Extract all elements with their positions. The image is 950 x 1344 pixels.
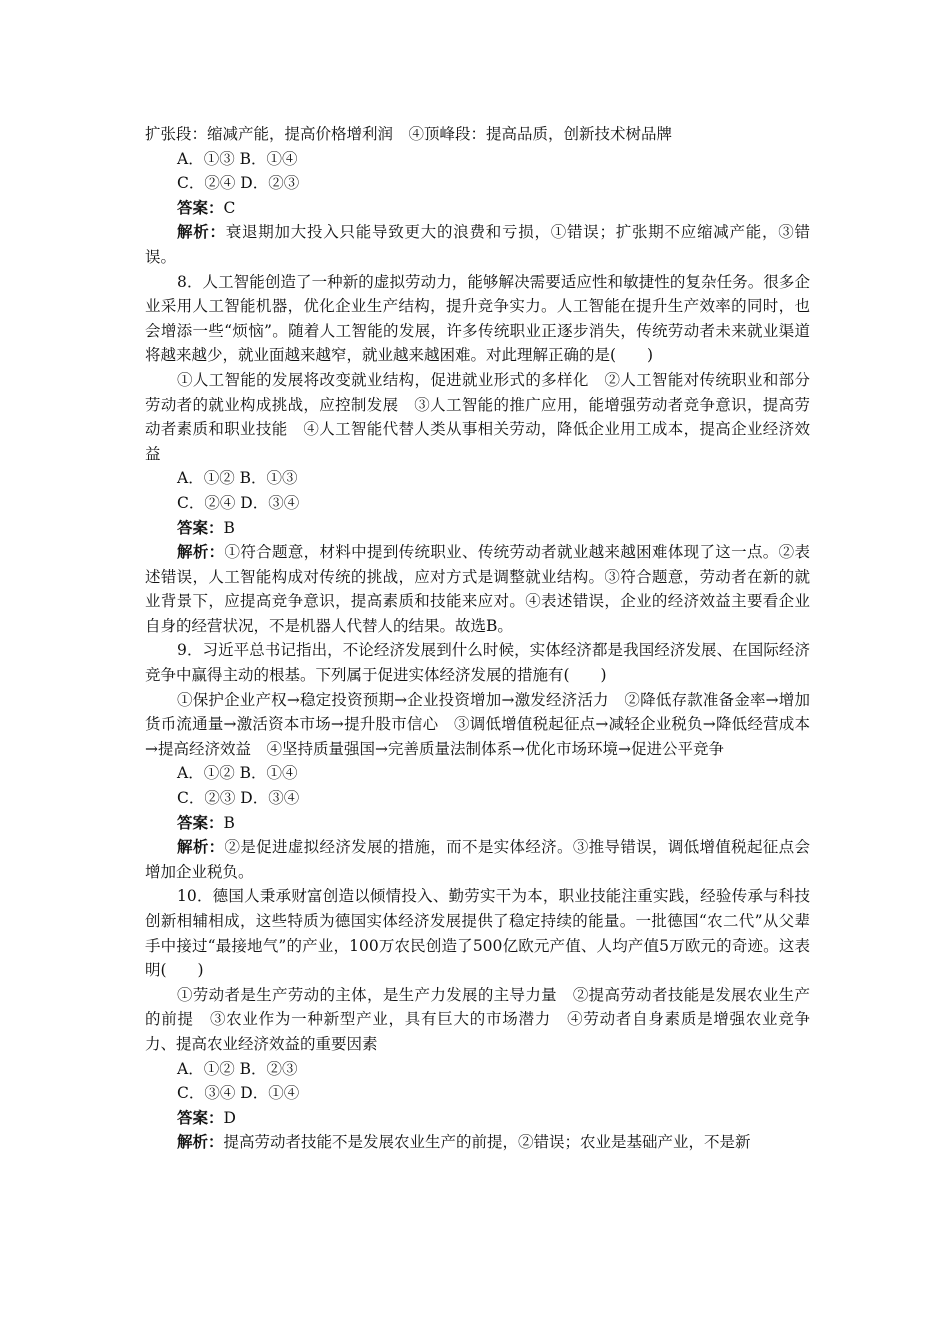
q9-stem: 9．习近平总书记指出，不论经济发展到什么时候，实体经济都是我国经济发展、在国际经济竞争中赢得主动的根基。下列属于促进实体经济发展的措施有( ) (145, 641, 810, 685)
q7-choices-ab: A．①③ B．①④ (177, 149, 298, 168)
q8-statements: ①人工智能的发展将改变就业结构，促进就业形式的多样化 ②人工智能对传统职业和部分劳动者的就业构成挑战，应控制发展 ③人工智能的推广应用，能增强劳动者竞争意识，提高劳动者素质和职业技能 ④人工智能代替人类从事相关劳动，降低企业用工成本，提高企业经济效益 (145, 370, 810, 463)
analysis-label: 解析： (177, 1132, 224, 1152)
answer-value: C (223, 198, 236, 217)
answer-label: 答案： (177, 1107, 224, 1127)
answer-value: B (223, 813, 235, 832)
q10-analysis (145, 1130, 810, 1155)
analysis-label: 解析： (177, 222, 226, 242)
q8-choices-cd: C．②④ D．③④ (177, 493, 300, 512)
analysis-label: 解析： (177, 837, 225, 857)
document-page (145, 122, 810, 1155)
answer-label: 答案： (177, 812, 224, 832)
q10-stem: 10．德国人秉承财富创造以倾情投入、勤劳实干为本，职业技能注重实践，经验传承与科技创新相辅相成，这些特质为德国实体经济发展提供了稳定持续的能量。一批德国“农二代”从父辈手中接过“最接地气”的产业，100万农民创造了500亿欧元产值、人均产值5万欧元的奇迹。这表明( ) (145, 887, 810, 980)
answer-label: 答案： (177, 197, 224, 217)
q7-option-line: 扩张段：缩减产能，提高价格增利润 ④顶峰段：提高品质，创新技术树品牌 (145, 125, 673, 143)
answer-value: D (223, 1108, 236, 1127)
q9-answer (145, 811, 810, 836)
analysis-text: ①符合题意，材料中提到传统职业、传统劳动者就业越来越困难体现了这一点。②表述错误，人工智能构成对传统的挑战，应对方式是调整就业结构。③符合题意，劳动者在新的就业背景下，应提高竞争意识，提高素质和技能来应对。④表述错误，企业的经济效益主要看企业自身的经营状况，不是机器人代替人的结果。故选B。 (145, 543, 810, 635)
analysis-text: ②是促进虚拟经济发展的措施，而不是实体经济。③推导错误，调低增值税起征点会增加企业税负。 (145, 838, 810, 881)
answer-label: 答案： (177, 517, 224, 537)
q7-analysis (145, 220, 810, 269)
analysis-text: 衰退期加大投入只能导致更大的浪费和亏损，①错误；扩张期不应缩减产能，③错误。 (145, 223, 810, 266)
q9-statements: ①保护企业产权→稳定投资预期→企业投资增加→激发经济活力 ②降低存款准备金率→增加货币流通量→激活资本市场→提升股市信心 ③调低增值税起征点→减轻企业税负→降低经营成本→提高经济效益 ④坚持质量强国→完善质量法制体系→优化市场环境→促进公平竞争 (145, 690, 810, 758)
answer-value: B (223, 518, 235, 537)
q9-analysis (145, 835, 810, 884)
q8-answer (145, 516, 810, 541)
q8-stem: 8．人工智能创造了一种新的虚拟劳动力，能够解决需要适应性和敏捷性的复杂任务。很多企业采用人工智能机器，优化企业生产结构，提升竞争实力。人工智能在提升生产效率的同时，也会增添一些“烦恼”。随着人工智能的发展，许多传统职业正逐步消失，传统劳动者未来就业渠道将越来越少，就业面越来越窄，就业越来越困难。对此理解正确的是( ) (145, 272, 810, 365)
q10-choices-ab: A．①② B．②③ (177, 1059, 298, 1078)
q9-choices-ab: A．①② B．①④ (177, 764, 298, 783)
q10-choices-cd: C．③④ D．①④ (177, 1084, 300, 1103)
q7-choices-cd: C．②④ D．②③ (177, 174, 300, 193)
q9-choices-cd: C．②③ D．③④ (177, 789, 300, 808)
analysis-text: 提高劳动者技能不是发展农业生产的前提，②错误；农业是基础产业，不是新 (223, 1133, 751, 1152)
analysis-label: 解析： (177, 542, 225, 562)
q8-analysis (145, 540, 810, 638)
q10-statements: ①劳动者是生产劳动的主体，是生产力发展的主导力量 ②提高劳动者技能是发展农业生产的前提 ③农业作为一种新型产业，具有巨大的市场潜力 ④劳动者自身素质是增强农业竞争力、提高农业经济效益的重要因素 (145, 985, 810, 1053)
q8-choices-ab: A．①② B．①③ (177, 469, 298, 488)
q7-answer (145, 196, 810, 221)
q10-answer (145, 1106, 810, 1131)
